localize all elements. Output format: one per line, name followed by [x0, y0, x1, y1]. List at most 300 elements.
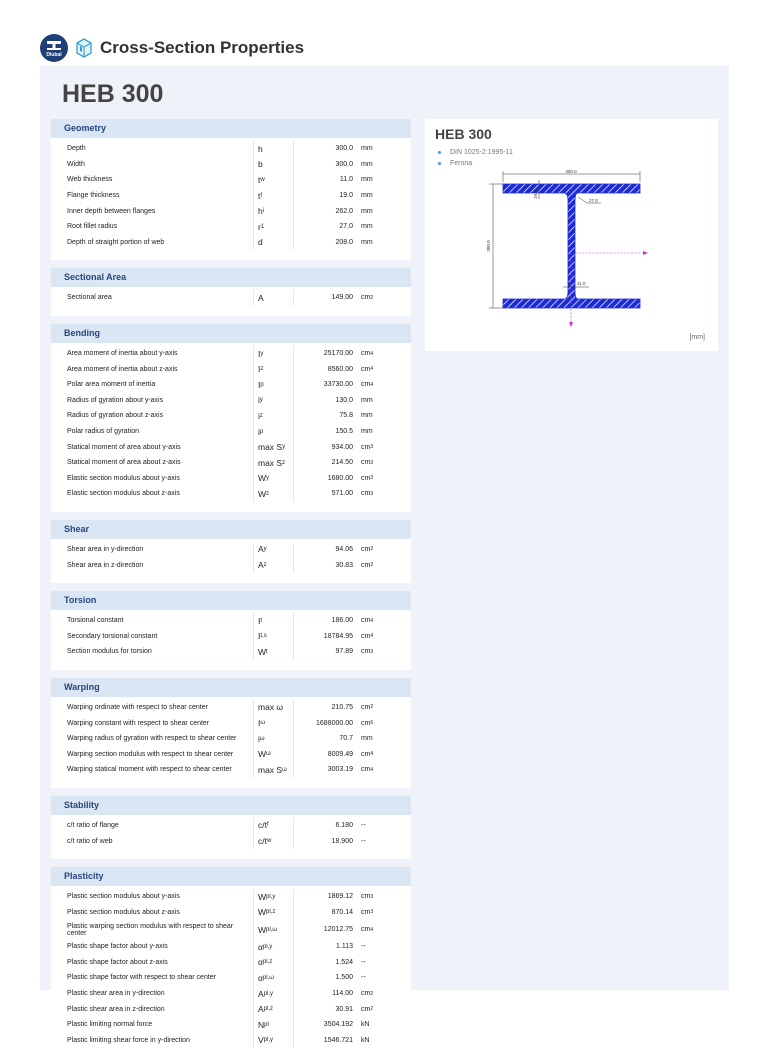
section-body [51, 539, 411, 583]
property-symbol [254, 188, 294, 204]
property-description: Shear area in y-direction [51, 542, 254, 558]
symbol-subscript: p [259, 428, 264, 435]
unit-exponent: 3 [370, 490, 374, 497]
property-description: Area moment of inertia about z-axis [51, 361, 254, 377]
depth-dim-label: 300.0 [486, 240, 491, 252]
symbol-subscript: pl,z [262, 959, 273, 966]
section-body [51, 886, 411, 1058]
table-row [51, 833, 411, 849]
property-symbol [254, 141, 294, 157]
property-symbol [254, 955, 294, 971]
property-value: 18784.95 [323, 632, 353, 640]
table-row [51, 361, 411, 377]
symbol-main: W [258, 488, 267, 499]
symbol-subscript: t [260, 617, 263, 624]
property-symbol [254, 889, 294, 905]
symbol-subscript: y [259, 397, 263, 404]
logo-text: Dlubal [46, 52, 62, 58]
table-row [51, 408, 411, 424]
table-row [51, 904, 411, 920]
table-row [51, 235, 411, 251]
unit-exponent: 2 [370, 294, 374, 301]
symbol-subscript: z [259, 412, 263, 419]
section-header: Warping [51, 678, 411, 697]
section-header: Plasticity [51, 867, 411, 886]
table-row [51, 1001, 411, 1017]
unit-main: cm [361, 893, 371, 901]
symbol-subscript: p [260, 381, 264, 388]
property-unit [357, 628, 411, 644]
table-row [51, 700, 411, 716]
symbol-main: max S [258, 457, 283, 468]
property-symbol [254, 203, 294, 219]
property-description: Plastic shape factor about z-axis [51, 955, 254, 971]
unit-main: cm [361, 545, 371, 553]
table-row [51, 1017, 411, 1033]
symbol-main: W [258, 749, 267, 760]
property-symbol [254, 542, 294, 558]
table-row [51, 471, 411, 487]
section-gap [51, 670, 411, 678]
unit-main: -- [361, 821, 366, 829]
cross-section-diagram [483, 169, 663, 329]
property-unit [357, 613, 411, 629]
section-gap [51, 583, 411, 591]
property-unit [357, 542, 411, 558]
symbol-subscript: f [266, 822, 269, 829]
property-unit [357, 393, 411, 409]
property-description: Plastic limiting normal force [51, 1017, 254, 1033]
property-description: Warping radius of gyration with respect to shear center [51, 731, 254, 747]
property-unit [357, 486, 411, 502]
unit-main: cm [361, 443, 371, 451]
width-dim-label: 300.0 [565, 169, 577, 174]
property-description: Area moment of inertia about y-axis [51, 346, 254, 362]
symbol-main: W [258, 907, 267, 918]
symbol-subscript: ω [282, 766, 287, 773]
property-value: 150.5 [335, 428, 353, 436]
property-description: c/t ratio of flange [51, 818, 254, 834]
property-value: 130.0 [335, 396, 353, 404]
symbol-main: I [258, 631, 261, 642]
property-symbol [254, 557, 294, 573]
unit-exponent: 3 [370, 893, 374, 900]
property-description: Web thickness [51, 172, 254, 188]
unit-exponent: 2 [370, 1006, 374, 1013]
symbol-subscript: t,s [260, 633, 267, 640]
unit-main: cm [361, 474, 371, 482]
web-thickness-label: 11.0 [577, 281, 586, 286]
property-description: Plastic shape factor with respect to shear center [51, 970, 254, 986]
property-value: 1.524 [335, 958, 353, 966]
table-row [51, 424, 411, 440]
property-description: Secondary torsional constant [51, 628, 254, 644]
unit-exponent: 6 [370, 720, 374, 727]
property-description: Width [51, 157, 254, 173]
unit-main: mm [361, 238, 373, 246]
property-value: 25170.00 [323, 350, 353, 358]
symbol-main: W [258, 646, 267, 657]
symbol-subscript: f [260, 192, 263, 199]
unit-main: cm [361, 459, 371, 467]
property-value: 6.180 [335, 821, 353, 829]
section-gap [51, 788, 411, 796]
section-gap [51, 260, 411, 268]
property-value: 1869.12 [327, 893, 353, 901]
symbol-subscript: pl [264, 1021, 269, 1028]
property-symbol [254, 762, 294, 778]
symbol-main: I [258, 348, 261, 359]
symbol-subscript: pl,y [263, 1037, 274, 1044]
symbol-subscript: pl,z [263, 1006, 274, 1013]
table-row [51, 939, 411, 955]
symbol-main: i [258, 395, 260, 406]
symbol-main: max S [258, 442, 283, 453]
property-unit [357, 290, 411, 306]
card-info-list [437, 147, 513, 169]
property-symbol [254, 157, 294, 173]
symbol-main: t [258, 190, 261, 201]
table-row [51, 393, 411, 409]
unit-main: mm [361, 428, 373, 436]
property-description: Elastic section modulus about z-axis [51, 486, 254, 502]
property-symbol [254, 644, 294, 660]
table-row [51, 439, 411, 455]
table-row [51, 818, 411, 834]
table-row [51, 377, 411, 393]
dlubal-logo [40, 34, 68, 62]
symbol-subscript: ω [259, 735, 265, 742]
property-value: 30.83 [335, 561, 353, 569]
symbol-subscript: z [266, 490, 270, 497]
i-section-shape [503, 184, 640, 308]
section-body [51, 815, 411, 859]
section-header: Shear [51, 520, 411, 539]
property-description: Depth of straight portion of web [51, 235, 254, 251]
unit-exponent: 4 [370, 926, 374, 933]
property-value: 27.0 [339, 223, 353, 231]
unit-exponent: 2 [370, 546, 374, 553]
property-value: 94.06 [335, 545, 353, 553]
unit-main: -- [361, 943, 366, 951]
symbol-main: W [258, 473, 267, 484]
property-unit [357, 970, 411, 986]
property-value: 208.0 [335, 238, 353, 246]
table-row [51, 644, 411, 660]
symbol-main: d [258, 237, 263, 248]
symbol-subscript: ω [260, 720, 266, 727]
unit-main: mm [361, 223, 373, 231]
property-value: 33730.00 [323, 381, 353, 389]
property-description: Plastic shear area in y-direction [51, 986, 254, 1002]
table-row [51, 986, 411, 1002]
table-row [51, 613, 411, 629]
unit-main: cm [361, 632, 371, 640]
unit-main: -- [361, 974, 366, 982]
property-value: 1.113 [336, 943, 353, 951]
property-value: 210.75 [331, 703, 353, 711]
unit-main: cm [361, 719, 371, 727]
property-description: Sectional area [51, 290, 254, 306]
property-unit [357, 439, 411, 455]
property-unit [357, 408, 411, 424]
standard-item: DIN 1025-2:1995-11 [437, 147, 513, 158]
unit-main: cm [361, 490, 371, 498]
property-unit [357, 141, 411, 157]
property-value: 214.50 [331, 459, 353, 467]
table-row [51, 172, 411, 188]
property-unit [357, 157, 411, 173]
property-value: 18.900 [331, 837, 353, 845]
unit-exponent: 3 [370, 459, 374, 466]
property-unit [357, 939, 411, 955]
property-value: 870.14 [331, 908, 353, 916]
manufacturer-item: Ferona [437, 158, 513, 169]
symbol-main: c/t [258, 820, 267, 831]
symbol-main: I [258, 379, 261, 390]
unit-main: cm [361, 703, 371, 711]
property-description: Plastic shape factor about y-axis [51, 939, 254, 955]
table-row [51, 542, 411, 558]
table-row [51, 486, 411, 502]
symbol-main: max S [258, 764, 283, 775]
property-description: Warping ordinate with respect to shear center [51, 700, 254, 716]
property-value: 1680.00 [327, 474, 353, 482]
symbol-subscript: w [260, 176, 265, 183]
section-body [51, 697, 411, 788]
symbol-subscript: pl,y [266, 893, 276, 900]
symbol-main: c/t [258, 836, 267, 847]
property-value: 19.0 [339, 192, 353, 200]
property-value: 114.00 [332, 990, 353, 998]
property-description: Warping constant with respect to shear center [51, 715, 254, 731]
symbol-main: W [258, 924, 267, 935]
symbol-subscript: z [260, 366, 264, 373]
property-unit [357, 361, 411, 377]
unit-main: mm [361, 396, 373, 404]
property-value: 1546.721 [323, 1036, 353, 1044]
property-description: Plastic shear area in z-direction [51, 1001, 254, 1017]
symbol-main: I [258, 718, 261, 729]
property-unit [357, 188, 411, 204]
property-symbol [254, 715, 294, 731]
top-bar [40, 32, 304, 64]
symbol-main: max ω [258, 702, 284, 713]
table-row [51, 920, 411, 939]
symbol-subscript: w [266, 838, 272, 845]
property-symbol [254, 290, 294, 306]
property-value: 571.00 [331, 490, 353, 498]
property-symbol [254, 393, 294, 409]
property-symbol [254, 818, 294, 834]
property-symbol [254, 1033, 294, 1049]
unit-main: cm [361, 750, 371, 758]
unit-main: cm [361, 990, 371, 998]
symbol-subscript: pl,y [263, 990, 274, 997]
property-symbol [254, 219, 294, 235]
symbol-main: I [258, 364, 261, 375]
unit-main: cm [361, 926, 371, 933]
unit-main: -- [361, 958, 366, 966]
property-symbol [254, 628, 294, 644]
table-row [51, 188, 411, 204]
symbol-subscript: pl,ω [266, 926, 278, 933]
symbol-subscript: pl,ω [262, 974, 274, 981]
property-value: 3504.192 [323, 1021, 353, 1029]
symbol-main: α [258, 957, 263, 968]
table-row [51, 889, 411, 905]
unit-exponent: 2 [370, 562, 374, 569]
property-unit [357, 557, 411, 573]
property-unit [357, 1017, 411, 1033]
property-symbol [254, 920, 294, 939]
property-description: Flange thickness [51, 188, 254, 204]
unit-main: cm [361, 350, 371, 358]
table-row [51, 955, 411, 971]
symbol-subscript: y [266, 475, 270, 482]
symbol-main: A [258, 1004, 264, 1015]
property-unit [357, 818, 411, 834]
unit-exponent: 4 [370, 617, 374, 624]
symbol-main: t [258, 174, 261, 185]
property-symbol [254, 904, 294, 920]
property-symbol [254, 746, 294, 762]
symbol-main: A [258, 544, 264, 555]
symbol-main: W [258, 891, 267, 902]
property-unit [357, 644, 411, 660]
symbol-subscript: pl,y [262, 943, 273, 950]
unit-exponent: 4 [370, 381, 374, 388]
symbol-subscript: z [263, 562, 267, 569]
property-symbol [254, 377, 294, 393]
property-symbol [254, 613, 294, 629]
flange-thickness-label: 19.0 [533, 190, 538, 199]
table-row [51, 970, 411, 986]
cross-section-icon [74, 37, 94, 59]
property-unit [357, 746, 411, 762]
property-symbol [254, 939, 294, 955]
symbol-subscript: y [260, 350, 264, 357]
unit-exponent: 4 [370, 751, 374, 758]
section-header: Geometry [51, 119, 411, 138]
property-unit [357, 904, 411, 920]
property-symbol [254, 700, 294, 716]
property-description: Warping section modulus with respect to shear center [51, 746, 254, 762]
unit-exponent: 3 [370, 909, 374, 916]
property-description: Plastic section modulus about z-axis [51, 904, 254, 920]
unit-main: cm [361, 648, 371, 656]
property-symbol [254, 1001, 294, 1017]
property-unit [357, 346, 411, 362]
table-row [51, 219, 411, 235]
property-symbol [254, 172, 294, 188]
property-symbol [254, 361, 294, 377]
property-unit [357, 1001, 411, 1017]
section-body [51, 610, 411, 670]
symbol-main: V [258, 1035, 264, 1046]
root-radius-label: 27.0 [589, 198, 598, 203]
symbol-main: I [258, 615, 261, 626]
unit-main: kN [361, 1036, 370, 1044]
property-symbol [254, 731, 294, 747]
property-description: Root fillet radius [51, 219, 254, 235]
symbol-main: i [258, 733, 260, 744]
property-symbol [254, 833, 294, 849]
property-symbol [254, 424, 294, 440]
content-panel [40, 66, 729, 1046]
property-unit [357, 731, 411, 747]
unit-exponent: 4 [370, 350, 374, 357]
unit-main: cm [361, 766, 371, 774]
symbol-main: N [258, 1019, 265, 1030]
property-value: 934.00 [331, 443, 353, 451]
section-header: Stability [51, 796, 411, 815]
property-symbol [254, 471, 294, 487]
unit-exponent: 4 [370, 766, 374, 773]
property-unit [357, 762, 411, 778]
property-unit [357, 955, 411, 971]
property-description: Radius of gyration about z-axis [51, 408, 254, 424]
property-unit [357, 986, 411, 1002]
unit-exponent: 3 [370, 648, 374, 655]
property-description: Warping statical moment with respect to shear center [51, 762, 254, 778]
table-row [51, 731, 411, 747]
property-symbol [254, 486, 294, 502]
unit-main: mm [361, 207, 373, 215]
symbol-main: h [258, 143, 263, 154]
property-unit [357, 424, 411, 440]
property-value: 11.0 [339, 176, 353, 184]
property-value: 8009.49 [327, 750, 353, 758]
card-title: HEB 300 [435, 126, 492, 142]
unit-main: cm [361, 381, 371, 389]
table-row [51, 203, 411, 219]
property-description: Torsional constant [51, 613, 254, 629]
unit-exponent: 4 [370, 366, 374, 373]
property-unit [357, 219, 411, 235]
unit-exponent: 2 [370, 704, 374, 711]
section-body [51, 138, 411, 260]
unit-exponent: 2 [370, 990, 374, 997]
units-label: [mm] [689, 334, 705, 341]
property-symbol [254, 986, 294, 1002]
symbol-main: h [258, 206, 263, 217]
property-unit [357, 833, 411, 849]
unit-main: cm [361, 908, 371, 916]
section-gap [51, 316, 411, 324]
property-unit [357, 889, 411, 905]
property-description: Section modulus for torsion [51, 644, 254, 660]
property-value: 8560.00 [327, 365, 353, 373]
table-row [51, 346, 411, 362]
property-description: Polar radius of gyration [51, 424, 254, 440]
symbol-main: r [258, 221, 261, 232]
property-unit [357, 700, 411, 716]
unit-main: mm [361, 412, 373, 420]
table-row [51, 628, 411, 644]
property-unit [357, 203, 411, 219]
unit-main: -- [361, 837, 366, 845]
unit-exponent: 3 [370, 475, 374, 482]
unit-main: cm [361, 617, 371, 625]
property-value: 262.0 [335, 207, 353, 215]
unit-main: mm [361, 192, 373, 200]
section-body [51, 287, 411, 316]
table-row [51, 557, 411, 573]
property-description: c/t ratio of web [51, 833, 254, 849]
unit-main: cm [361, 294, 371, 302]
unit-exponent: 4 [370, 633, 374, 640]
